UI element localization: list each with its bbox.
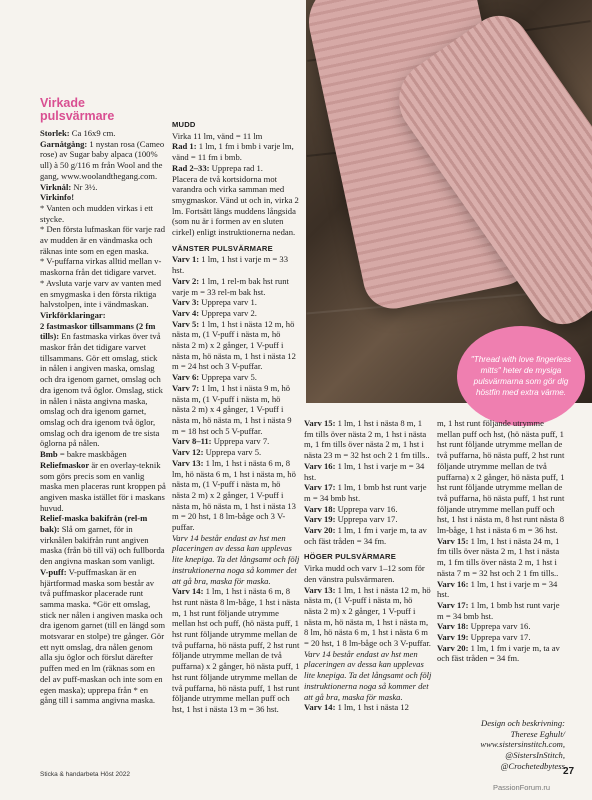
paragraph bbox=[172, 383, 300, 437]
paragraph bbox=[304, 504, 432, 515]
page-number: 27 bbox=[563, 766, 575, 777]
term-label: Varv 20: bbox=[304, 525, 336, 536]
paragraph bbox=[304, 461, 432, 482]
quote-bubble bbox=[457, 326, 585, 426]
term-text: Nr 3½. bbox=[71, 181, 98, 192]
term-text: 1 lm, 1 rel-m bak hst runt varje m = 33 rel-m bak hst. bbox=[172, 275, 289, 297]
paragraph bbox=[40, 310, 166, 321]
term-text: En fastmaska virkas över två maskor från det tidigare varvet tillsammans. Gör ett omslag, stick in nålen i angiven maska, omslag och dra igenom garnet, omslag och dra igenom två öglor. Omslag, stick in nålen i nästa angivna maska, omslag och dra igenom garnet, omslag och dra igenom två öglor, omslag och dra igenom de tre sista öglorna på nålen. bbox=[40, 331, 163, 449]
term-text: 1 lm, 1 hst i nästa 6 m, 8 hst runt nästa 8 lm-båge, 1 hst i nästa m, 1 hst runt följande utrymme mellan hst och puff, (hö nästa puff, 1 hst runt följande utrymme mellan de två puffarna, hö nästa puff, 2 hst runt följande utrymme mellan de två puffarna) x 2 gånger, hö nästa puff, 1 hst runt följande utrymme mellan de två puffarna, hö nästa puff, 1 hst runt följande utrymme mellan puff och hst, 1 hst i nästa 13 m = 36 hst. bbox=[172, 586, 300, 714]
term-label: Varv 17: bbox=[304, 482, 336, 493]
pattern-title bbox=[40, 97, 166, 123]
paragraph bbox=[172, 174, 300, 238]
paragraph bbox=[40, 460, 166, 514]
paragraph bbox=[172, 254, 300, 275]
paragraph bbox=[40, 139, 166, 182]
term-text: 1 lm, 1 bmb hst runt varje m = 34 bmb hst. bbox=[304, 482, 427, 503]
term-text: Placera de två kortsidorna mot varandra och virka samman med smygmaskor. Vänd ut och in, virka 2 lm. Fortsätt längs muddens långsida (som nu är i formen av en sluten cirkel) enligt instruktionerna nedan. bbox=[172, 173, 299, 238]
credit-line: www.sistersinstitch.com, bbox=[480, 739, 565, 750]
term-text: Virka mudd och varv 1–12 som för den vänstra pulsvärmaren. bbox=[304, 563, 425, 584]
watermark: PassionForum.ru bbox=[493, 783, 551, 792]
term-text: 1 lm, 1 bmb hst runt varje m = 34 bmb hst. bbox=[437, 599, 560, 621]
term-label: Varv 6: bbox=[172, 372, 200, 383]
paragraph bbox=[304, 702, 432, 713]
column-4 bbox=[437, 418, 565, 664]
paragraph bbox=[172, 308, 300, 319]
paragraph bbox=[304, 418, 432, 461]
paragraph bbox=[40, 256, 166, 277]
paragraph bbox=[437, 632, 565, 643]
term-label: V-puff: bbox=[40, 566, 67, 577]
paragraph bbox=[437, 643, 565, 664]
term-label: Varv 18: bbox=[304, 503, 336, 514]
column-3 bbox=[304, 418, 432, 713]
term-label: Virknål: bbox=[40, 181, 72, 192]
credit-line: @SistersInStitch, bbox=[505, 750, 565, 761]
term-label: Storlek: bbox=[40, 128, 70, 138]
term-text: 1 lm, 1 hst i varje m = 34 hst. bbox=[437, 578, 558, 600]
term-text: 1 lm, 1 hst i nästa 12 bbox=[335, 702, 409, 713]
paragraph bbox=[40, 278, 166, 310]
term-label: Varv 2: bbox=[172, 275, 200, 286]
term-text: * Den första lufmaskan för varje rad av mudden är en vändmaska och räknas inte som en egen maska. bbox=[40, 224, 166, 256]
paragraph bbox=[172, 586, 300, 714]
term-label: Varv 4: bbox=[172, 307, 200, 318]
paragraph bbox=[40, 321, 166, 449]
paragraph bbox=[40, 203, 166, 224]
term-text: 1 lm, 1 hst i nästa 24 m, 1 fm tills över nästa 2 m, 1 hst i nästa m, 1 fm tills över nästa 2 m, 1 hst i nästa 7 m = 32 hst och 2 1 fm tills.. bbox=[437, 535, 560, 578]
term-label: Varv 8–11: bbox=[172, 436, 212, 447]
term-text: * Avsluta varje varv av vanten med en smygmaska i den första riktiga halvstolpen, inte i vändmaskan. bbox=[40, 277, 162, 310]
column-1 bbox=[40, 128, 166, 706]
term-label: Reliefmaskor bbox=[40, 459, 90, 470]
term-text: Upprepa varv 5. bbox=[199, 372, 257, 383]
section-heading: HÖGER PULSVÄRMARE bbox=[304, 552, 396, 562]
paragraph bbox=[40, 192, 166, 203]
magazine-footer: Sticka & handarbeta Höst 2022 bbox=[40, 771, 130, 778]
term-text: 1 lm, 1 hst i nästa 6 m, 8 lm, hö nästa 6 m, 1 hst i nästa m, hö nästa m, (1 V-puff i nästa m, hö nästa 2 m) x 2 gånger, 1 V-puff i nästa m, hö nästa m, 1 hst i nästa 13 m = 20 hst, 1 8 lm-båge och 3 V-puffar. bbox=[172, 457, 296, 533]
term-text: är en overlay-teknik som görs precis som en vanlig maska men placeras runt kroppen på angiven maska istället för i maskans huvud. bbox=[40, 459, 166, 513]
paragraph bbox=[437, 536, 565, 579]
paragraph bbox=[172, 163, 300, 174]
term-text: = bakre maskbågen bbox=[57, 449, 127, 460]
term-text: m, 1 hst runt följande utrymme mellan puff och hst, (hö nästa puff, 1 hst runt följande utrymme mellan de två puffarna, hö nästa puff, 2 hst runt följande utrymme mellan de två puffarna) x 2 gånger, hö nästa puff, 1 hst runt följande utrymme mellan de två puffarna, hö nästa puff, 1 hst runt följande utrymme mellan puff och hst, 1 hst i nästa m, 8 hst runt nästa 8 lm-båge, 1 hst i nästa 6 m = 36 hst. bbox=[437, 418, 565, 536]
term-label: Virkinfo! bbox=[40, 192, 75, 203]
term-label: Varv 7: bbox=[172, 382, 200, 393]
term-label: Varv 18: bbox=[437, 621, 469, 632]
paragraph bbox=[304, 514, 432, 525]
term-text: * V-puffarna virkas alltid mellan v-maskorna från det tidigare varvet. bbox=[40, 256, 162, 278]
paragraph bbox=[172, 131, 300, 142]
term-text: Slå om garnet, för in virknålen bakifrån runt angiven maska (från bö till vä) och fullborda den angivna maskan som vanligt. bbox=[40, 524, 165, 567]
credit-line: @Crochetedbytess bbox=[500, 760, 565, 771]
term-label: Varv 13: bbox=[172, 457, 204, 468]
term-text: 1 lm, 1 fm i varje m, ta av och fäst tråden = 34 fm. bbox=[304, 525, 427, 546]
title-line: Virkade bbox=[40, 96, 85, 110]
section-heading: MUDD bbox=[172, 120, 196, 129]
term-text: 1 lm, 1 hst i varje m = 33 hst. bbox=[172, 254, 289, 276]
paragraph bbox=[172, 276, 300, 297]
paragraph bbox=[40, 567, 166, 706]
term-label: Virkförklaringar: bbox=[40, 309, 106, 320]
term-text: 1 lm, 1 hst i nästa 12 m, hö nästa m, (1 V-puff i nästa m, hö nästa 2 m) x 2 gånger, 1 V-puff i nästa m, hö nästa m, 1 hst i nästa m, 8 lm, hö nästa 6 m, 1 hst i nästa 6 m = 20 hst, 1 8 lm-båge och 3 V-puffar. bbox=[304, 584, 431, 649]
paragraph: Varv 14 består endast av hst men placeringen av dessa kan upplevas lite knepiga. Ta det långsamt och följ instruktionerna noga så kommer det att gå bra, maska för maska. bbox=[304, 648, 432, 702]
term-text: 1 lm, 1 hst i nästa 9 m, hö nästa m, (1 V-puff i nästa m, hö nästa 2 m) x 4 gånger, 1 V-puff i nästa m, hö nästa m, 1 hst i nästa 9 m = 18 hst och 5 V-puffar. bbox=[172, 382, 292, 436]
term-text: 1 lm, 1 fm i varje m, ta av och fäst tråden = 34 fm. bbox=[437, 642, 560, 664]
term-label: Varv 12: bbox=[172, 447, 204, 458]
paragraph bbox=[172, 372, 300, 383]
term-label: Bmb bbox=[40, 449, 58, 460]
term-text: Virka 11 lm, vänd = 11 lm bbox=[172, 130, 263, 141]
term-text: Upprepa varv 16. bbox=[468, 621, 531, 632]
paragraph bbox=[40, 128, 166, 139]
term-label: Varv 20: bbox=[437, 642, 469, 653]
paragraph bbox=[172, 297, 300, 308]
credit-line: Therese Eghult/ bbox=[510, 728, 565, 739]
term-label: Varv 19: bbox=[304, 514, 336, 525]
term-text: 1 lm, 1 hst i nästa 12 m, hö nästa m, (1 V-puff i nästa m, hö nästa 2 m) x 2 gånger, 1 V-puff i nästa m, hö nästa m, 1 hst i nästa 12 m = 24 hst och 3 V-puffar. bbox=[172, 318, 296, 372]
paragraph bbox=[172, 141, 300, 162]
paragraph bbox=[40, 513, 166, 567]
paragraph bbox=[304, 525, 432, 546]
title-line: pulsvärmare bbox=[40, 109, 115, 123]
term-text: Upprepa varv 16. bbox=[335, 503, 398, 514]
paragraph bbox=[437, 418, 565, 536]
paragraph bbox=[172, 319, 300, 373]
design-credit bbox=[437, 718, 565, 772]
term-label: Rad 2–33: bbox=[172, 162, 210, 173]
term-text: 1 lm, 1 hst i nästa 8 m, 1 fm tills över nästa 2 m, 1 hst i nästa m, 1 fm tills över nästa 2 m, 1 hst i nästa 23 m = 32 hst och 2 1 fm tills.. bbox=[304, 418, 430, 461]
term-label: Varv 14: bbox=[304, 702, 336, 713]
term-text: 1 nystan rosa (Cameo rose) av Sugar baby alpaca (100% ull) à 50 g/116 m från Wool and the gang, www.woolandthegang.com. bbox=[40, 138, 165, 181]
term-label: Varv 13: bbox=[304, 584, 336, 595]
section-heading: VÄNSTER PULSVÄRMARE bbox=[172, 243, 273, 253]
term-label: 2 fastmaskor tillsammans (2 fm tills): bbox=[40, 320, 156, 342]
paragraph bbox=[40, 449, 166, 460]
term-label: Varv 3: bbox=[172, 297, 200, 308]
paragraph bbox=[172, 458, 300, 533]
paragraph bbox=[437, 600, 565, 621]
paragraph: Varv 14 består endast av hst men placeringen av dessa kan upplevas lite knepiga. Ta det långsamt och följ instruktionerna noga så kommer det att gå bra, maska för maska. bbox=[172, 532, 300, 586]
term-label: Varv 16: bbox=[437, 578, 469, 589]
paragraph bbox=[40, 182, 166, 193]
term-label: Varv 5: bbox=[172, 318, 200, 329]
term-text: V-puffmaskan är en hjärtformad maska som består av två puffmaskor placerade runt samma maska. *Gör ett omslag, stick ner nålen i angiven maska och dra igenom garnet (till en längd som motsvarar en stolpe) tre gånger. Gör ett nytt omslag, dra nålen genom alla sju öglor och förslut därefter puffen med en lm (räknas som en del av puff-maskan och inte som en egen maska); upprepa från * en gång till i samma angivna maska. bbox=[40, 566, 166, 706]
term-text: * Vanten och mudden virkas i ett stycke. bbox=[40, 202, 153, 224]
paragraph bbox=[437, 579, 565, 600]
term-label: Varv 14: bbox=[172, 586, 204, 597]
term-text: 1 lm, 1 fm i bmb i varje lm, vänd = 11 fm i bmb. bbox=[172, 141, 294, 163]
paragraph bbox=[172, 447, 300, 458]
term-label: Varv 15: bbox=[304, 418, 336, 428]
column-2 bbox=[172, 114, 300, 715]
paragraph bbox=[172, 436, 300, 447]
term-label: Varv 16: bbox=[304, 460, 336, 471]
quote-text: "Thread with love fingerless mitts" heter de mysiga pulsvärmarna som gör dig höstfin med extra värme. bbox=[470, 355, 572, 397]
term-label: Varv 15: bbox=[437, 535, 469, 546]
term-text: Ca 16x9 cm. bbox=[69, 128, 116, 138]
term-text: Upprepa varv 1. bbox=[199, 297, 257, 308]
term-label: Varv 17: bbox=[437, 599, 469, 610]
term-label: Relief-maska bakifrån (rel-m bak): bbox=[40, 513, 148, 535]
paragraph bbox=[304, 585, 432, 649]
term-text: Upprepa varv 17. bbox=[335, 514, 398, 525]
term-text: 1 lm, 1 hst i varje m = 34 hst. bbox=[304, 460, 425, 482]
credit-line: Design och beskrivning: bbox=[480, 718, 565, 728]
paragraph bbox=[304, 482, 432, 503]
term-label: Garnåtgång: bbox=[40, 138, 88, 149]
paragraph bbox=[304, 563, 432, 584]
paragraph bbox=[40, 224, 166, 256]
term-text: Upprepa varv 5. bbox=[203, 447, 262, 458]
term-text: Upprepa varv 2. bbox=[199, 307, 257, 318]
term-label: Varv 19: bbox=[437, 632, 469, 643]
term-label: Varv 1: bbox=[172, 254, 200, 265]
term-text: Upprepa rad 1. bbox=[209, 162, 263, 173]
paragraph bbox=[437, 621, 565, 632]
term-text: Upprepa varv 7. bbox=[211, 436, 270, 447]
term-text: Upprepa varv 17. bbox=[468, 632, 531, 643]
term-label: Rad 1: bbox=[172, 141, 197, 152]
